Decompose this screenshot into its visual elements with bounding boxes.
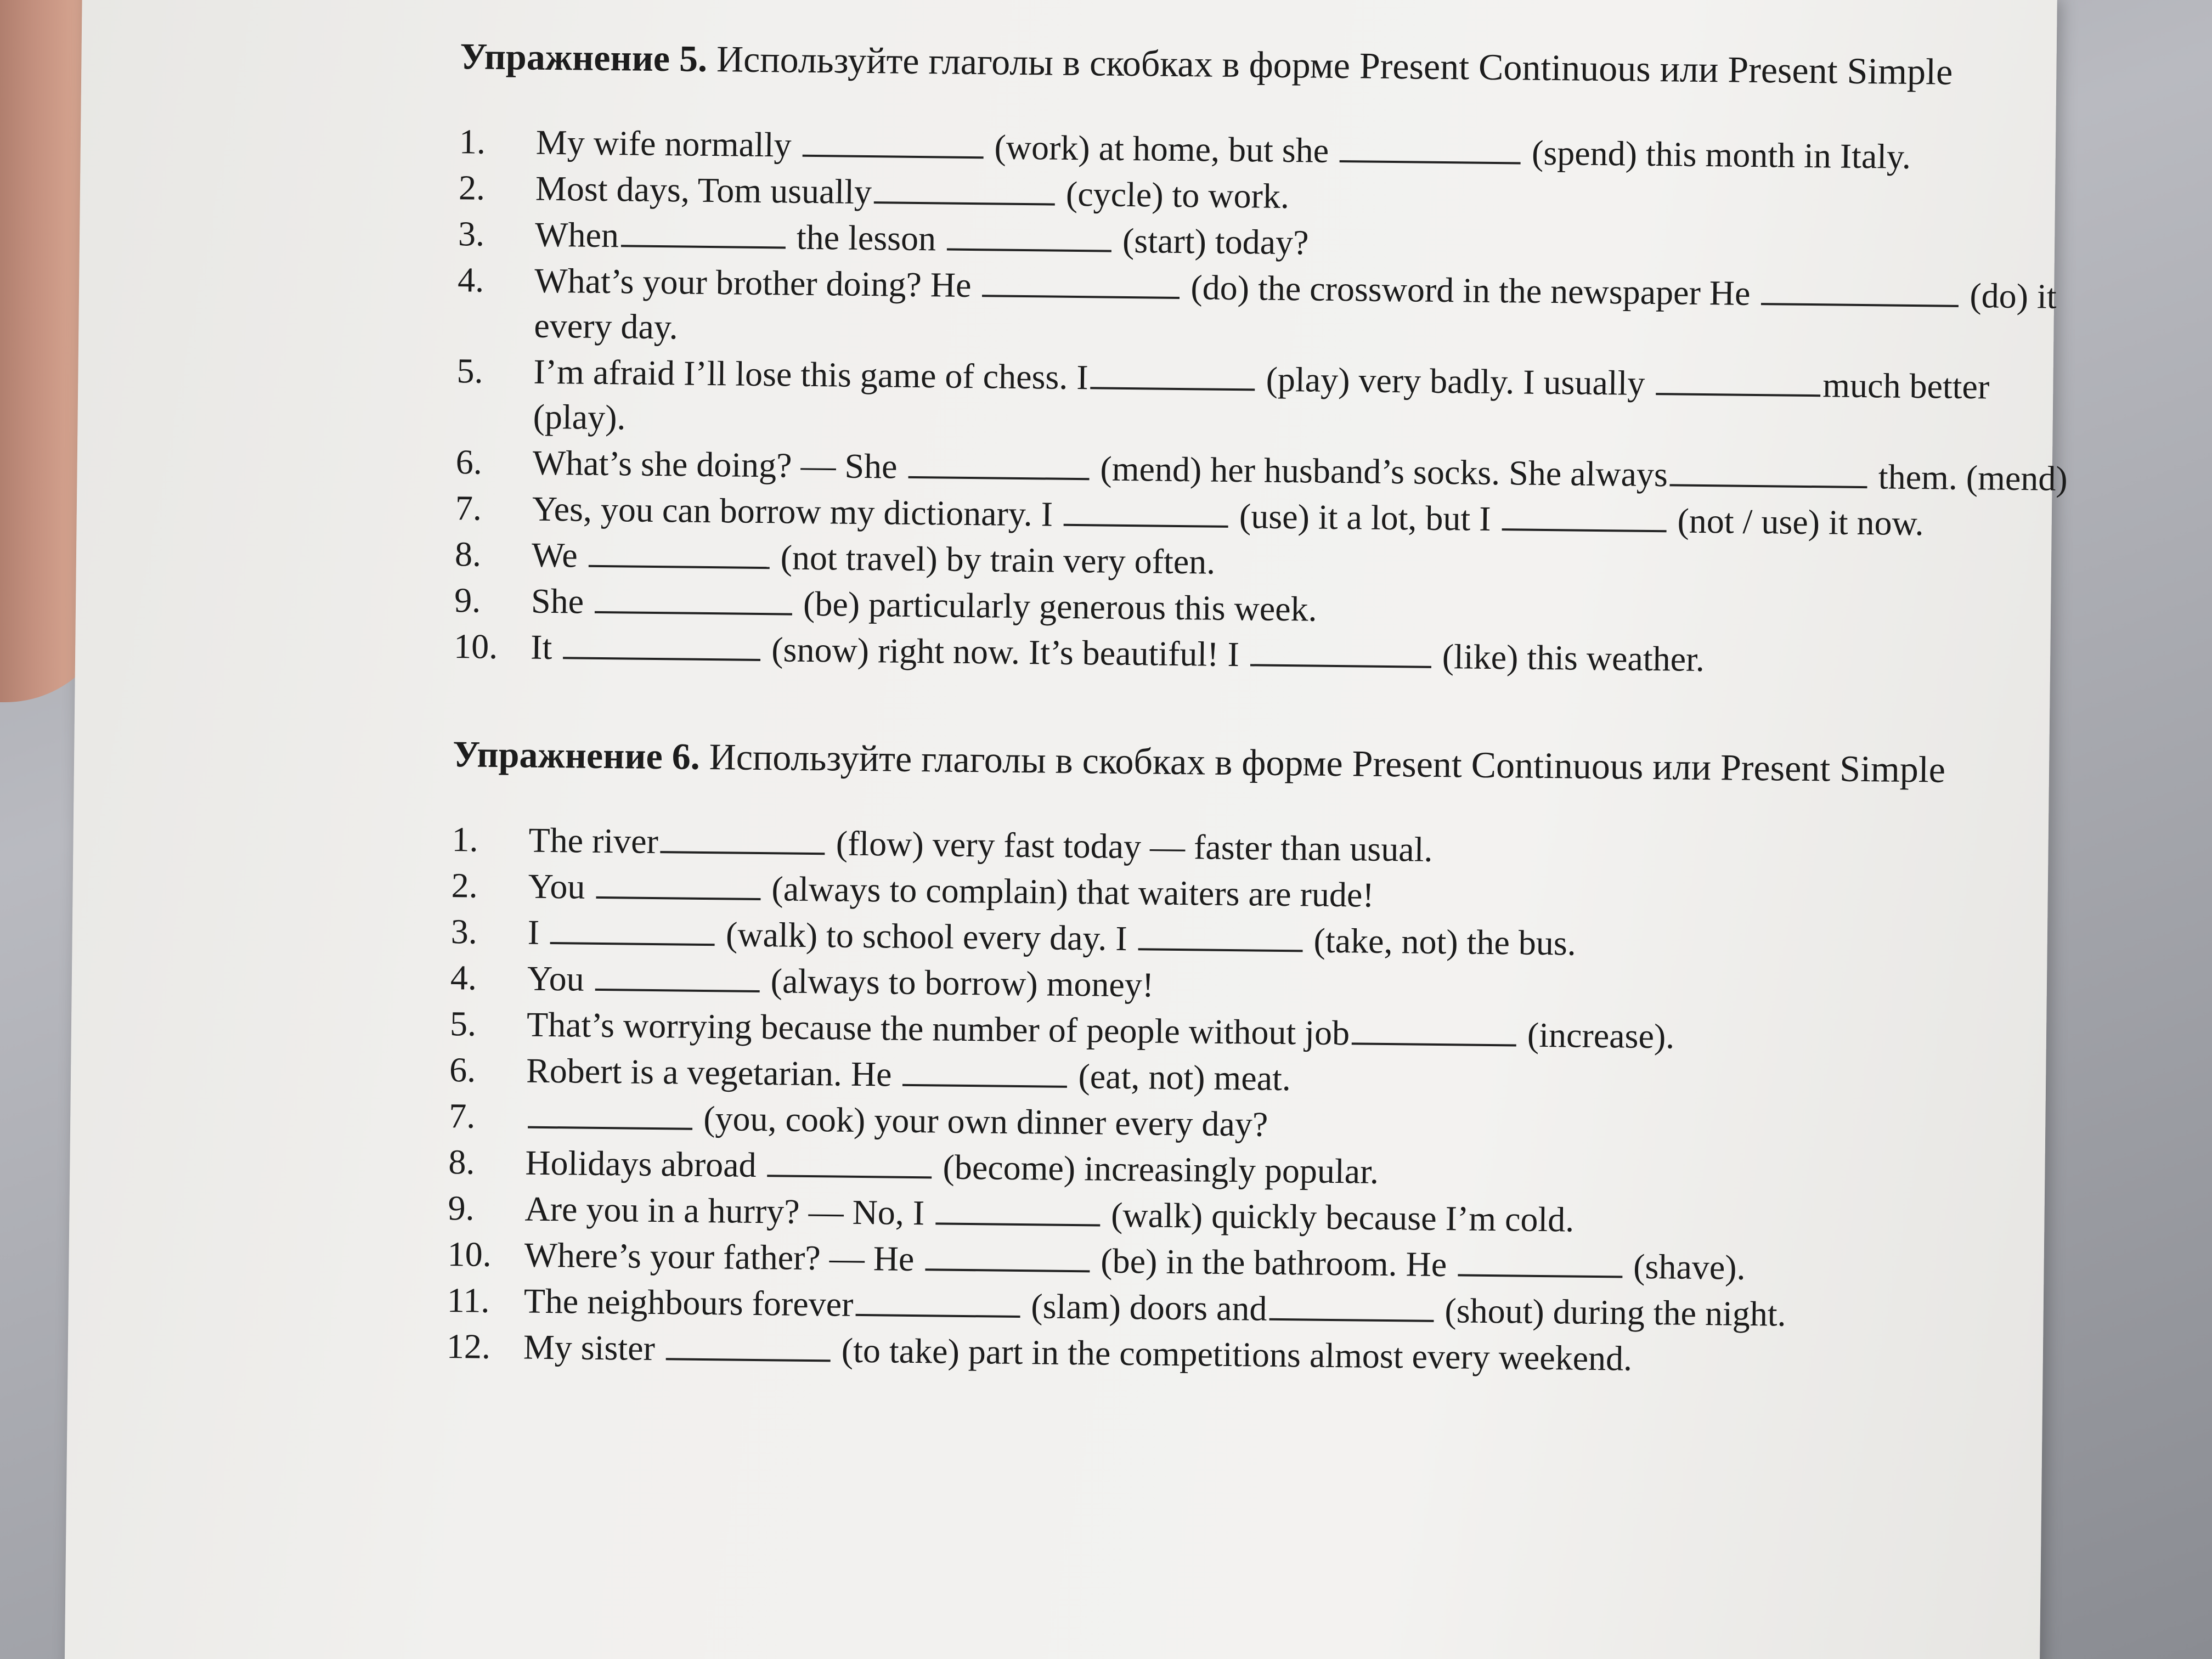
answer-blank[interactable]	[947, 217, 1112, 252]
item-text: It	[530, 627, 552, 667]
item-text: The neighbours forever	[523, 1281, 854, 1324]
answer-blank[interactable]	[588, 533, 770, 569]
answer-blank[interactable]	[802, 123, 984, 159]
item-text: (snow) right now. It’s beautiful! I	[771, 630, 1240, 674]
list-item	[457, 257, 2076, 364]
answer-blank[interactable]	[1138, 916, 1303, 952]
answer-blank[interactable]	[1458, 1242, 1623, 1278]
item-number: 2.	[458, 168, 486, 207]
item-text: What’s your brother doing? He	[534, 261, 972, 304]
item-text: My wife normally	[535, 122, 792, 165]
item-text: We	[531, 535, 578, 575]
item-number: 4.	[450, 958, 477, 997]
item-text: (flow) very fast today — faster than usual.	[836, 823, 1433, 869]
exercise-5-heading	[460, 31, 2079, 98]
item-text: (you, cook) your own dinner every day?	[703, 1098, 1268, 1144]
answer-blank[interactable]	[1761, 271, 1959, 307]
item-text: I	[527, 912, 540, 952]
item-number: 10.	[453, 627, 498, 666]
answer-blank[interactable]	[767, 1143, 932, 1178]
item-text: What’s she doing? — She	[532, 443, 898, 486]
item-number: 2.	[451, 866, 478, 905]
item-text: Yes, you can borrow my dictionary. I	[532, 489, 1053, 534]
exercise-5-instruction: Используйте глаголы в скобках в форме Present Continuous или Present Simple	[716, 38, 1953, 93]
exercise-5-list	[454, 119, 2078, 686]
item-number: 7.	[448, 1096, 476, 1136]
item-text: That’s worrying because the number of people without job	[526, 1005, 1350, 1053]
answer-blank[interactable]	[925, 1237, 1090, 1272]
answer-blank[interactable]	[595, 957, 760, 992]
item-number: 9.	[448, 1188, 475, 1228]
item-number: 7.	[455, 488, 482, 528]
item-text: You	[528, 866, 585, 906]
item-text: You	[527, 958, 585, 998]
item-text: (spend) this month in Italy.	[1531, 133, 1911, 176]
item-text: (take, not) the bus.	[1313, 921, 1577, 963]
item-number: 5.	[449, 1004, 477, 1043]
answer-blank[interactable]	[935, 1190, 1101, 1226]
answer-blank[interactable]	[902, 1052, 1068, 1088]
item-text: (slam) doors and	[1031, 1286, 1267, 1328]
exercise-6-heading	[453, 729, 2072, 795]
answer-blank[interactable]	[621, 213, 786, 249]
item-text: (to take) part in the competitions almost every weekend.	[841, 1330, 1633, 1378]
item-text: Holidays abroad	[525, 1143, 757, 1184]
item-text: (work) at home, but she	[994, 127, 1329, 170]
item-number: 11.	[447, 1280, 490, 1320]
item-number: 12.	[446, 1327, 491, 1366]
item-text: (do) it every day.	[534, 276, 2057, 347]
item-text: (not travel) by train very often.	[780, 538, 1216, 582]
item-text: (start) today?	[1122, 221, 1309, 262]
answer-blank[interactable]	[661, 819, 826, 855]
item-text: (not / use) it now.	[1677, 501, 1925, 543]
answer-blank[interactable]	[1064, 492, 1229, 528]
item-text: Most days, Tom usually	[535, 168, 872, 212]
item-text: Where’s your father? — He	[524, 1235, 915, 1279]
item-text: (walk) to school every day. I	[725, 915, 1128, 958]
item-text: (cycle) to work.	[1065, 174, 1290, 216]
answer-blank[interactable]	[855, 1282, 1020, 1318]
item-text: (always to borrow) money!	[770, 961, 1154, 1005]
item-number: 5.	[456, 351, 483, 391]
item-text: the lesson	[796, 217, 936, 258]
item-number: 6.	[449, 1050, 476, 1090]
answer-blank[interactable]	[1656, 361, 1821, 397]
exercise-6-instruction: Используйте глаголы в скобках в форме Present Continuous или Present Simple	[709, 736, 1946, 791]
item-text: (eat, not) meat.	[1078, 1057, 1291, 1098]
item-number: 9.	[454, 580, 481, 620]
item-number: 8.	[448, 1142, 475, 1182]
exercise-6-list	[446, 817, 2070, 1386]
item-text: Are you in a hurry? — No, I	[524, 1189, 925, 1233]
item-text: (shave).	[1633, 1246, 1746, 1287]
answer-blank[interactable]	[666, 1326, 831, 1362]
item-number: 1.	[459, 122, 486, 161]
exercise-5-label: Упражнение 5.	[460, 35, 708, 80]
answer-blank[interactable]	[550, 910, 715, 946]
item-text: The river	[528, 820, 659, 861]
answer-blank[interactable]	[1340, 128, 1521, 164]
answer-blank[interactable]	[1250, 632, 1432, 668]
answer-blank[interactable]	[874, 170, 1056, 205]
answer-blank[interactable]	[528, 1094, 693, 1130]
item-number: 1.	[452, 820, 478, 859]
worksheet-paper	[64, 0, 2068, 1659]
answer-blank[interactable]	[1670, 452, 1868, 488]
answer-blank[interactable]	[1352, 1011, 1517, 1046]
item-number: 8.	[454, 534, 482, 574]
item-text: (mend) her husband’s socks. She always	[1100, 449, 1668, 494]
item-text: (be) in the bathroom. He	[1101, 1241, 1447, 1284]
item-text: (become) increasingly popular.	[943, 1147, 1379, 1191]
answer-blank[interactable]	[595, 579, 793, 616]
list-item	[456, 348, 2075, 455]
item-text: (be) particularly generous this week.	[803, 584, 1317, 629]
answer-blank[interactable]	[1502, 496, 1667, 532]
item-number: 3.	[458, 214, 485, 253]
item-text: (increase).	[1527, 1015, 1675, 1056]
item-text: (use) it a lot, but I	[1239, 496, 1491, 538]
worksheet-content	[445, 31, 2079, 1446]
exercise-6-label: Упражнение 6.	[452, 733, 701, 777]
answer-blank[interactable]	[1090, 355, 1255, 391]
item-number: 4.	[457, 260, 484, 300]
item-text: I’m afraid I’ll lose this game of chess. I	[533, 352, 1089, 397]
answer-blank[interactable]	[596, 865, 761, 900]
item-text: them. (mend)	[1878, 457, 2068, 498]
item-text: (like) this weather.	[1442, 637, 1705, 679]
answer-blank[interactable]	[1269, 1286, 1434, 1322]
item-text: much better (play).	[533, 365, 1990, 437]
item-text: My sister	[523, 1327, 656, 1368]
item-text: (shout) during the night.	[1444, 1291, 1786, 1334]
item-text: (walk) quickly because I’m cold.	[1110, 1195, 1575, 1239]
item-number: 6.	[455, 442, 483, 482]
item-text: (do) the crossword in the newspaper He	[1190, 268, 1751, 313]
answer-blank[interactable]	[563, 625, 761, 661]
answer-blank[interactable]	[908, 444, 1090, 480]
item-text: (always to complain) that waiters are rude!	[771, 869, 1375, 915]
item-text: (play) very badly. I usually	[1266, 359, 1645, 403]
item-text: She	[531, 581, 584, 621]
item-number: 10.	[447, 1234, 492, 1274]
item-number: 3.	[450, 912, 478, 951]
item-text: When	[534, 215, 619, 255]
answer-blank[interactable]	[982, 263, 1180, 299]
item-text: Robert is a vegetarian. He	[526, 1051, 892, 1094]
